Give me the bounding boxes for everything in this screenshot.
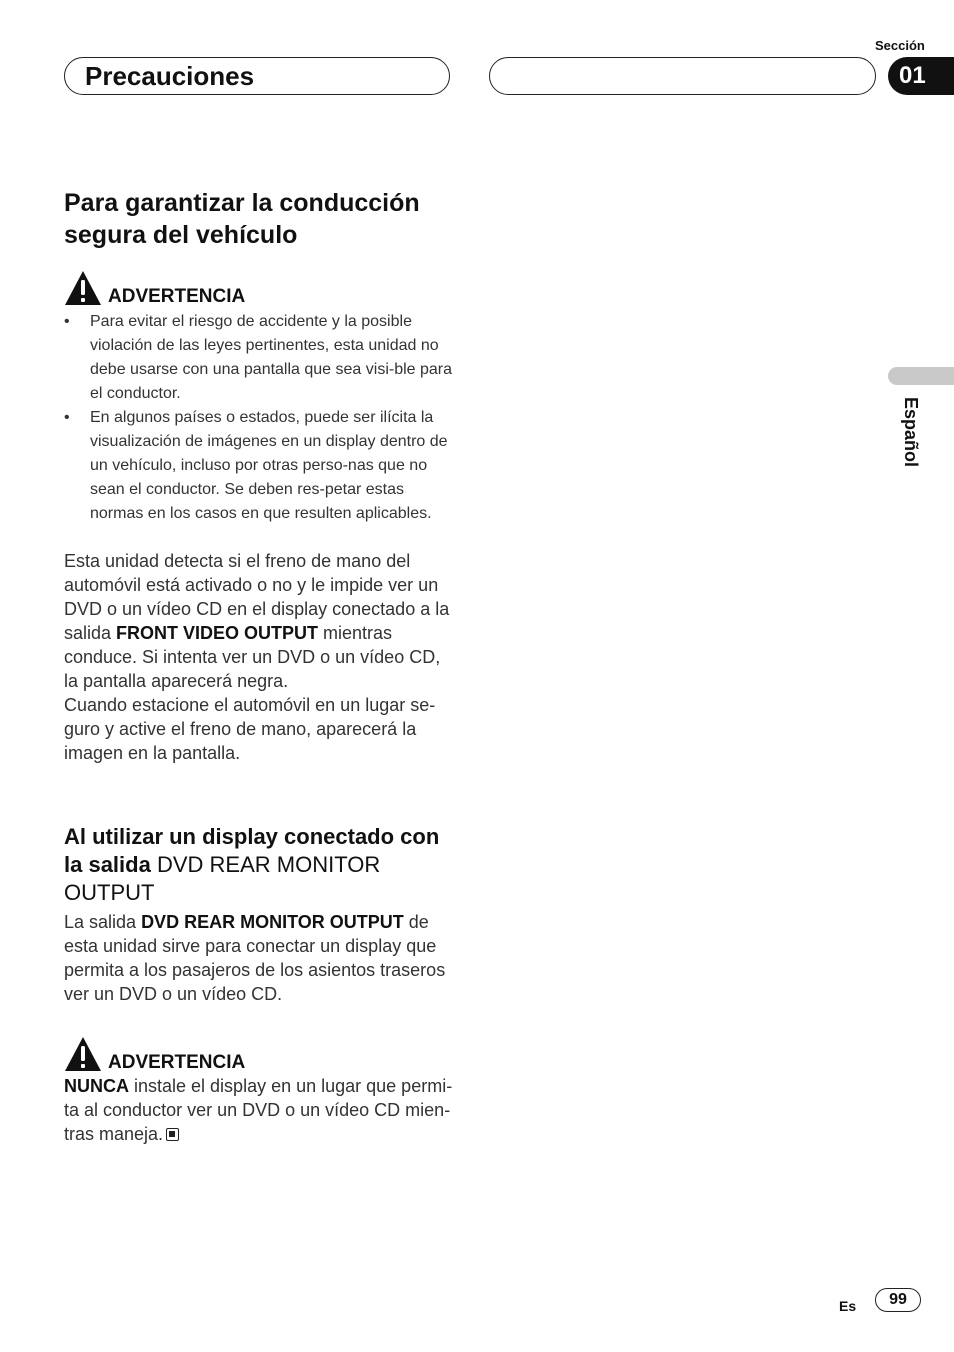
para-bold-term: DVD REAR MONITOR OUTPUT (141, 912, 404, 932)
header-title-pill (64, 57, 450, 95)
section-label: Sección (875, 38, 925, 53)
bullet-dot: • (64, 313, 70, 330)
section-rear-monitor (64, 823, 456, 1146)
bullet-dot: • (64, 409, 70, 426)
section1-heading-line1: Para garantizar la conducción (64, 189, 420, 217)
warning-bold-term: NUNCA (64, 1076, 129, 1096)
language-label: Español (901, 397, 921, 468)
warning-label: ADVERTENCIA (108, 286, 246, 307)
section2-paragraph (64, 910, 456, 1006)
warning-icon (64, 1036, 102, 1072)
para-bold-term: FRONT VIDEO OUTPUT (116, 623, 319, 643)
list-item (64, 310, 456, 406)
warning-bullet-list (64, 310, 456, 526)
page-number: 99 (875, 1288, 921, 1312)
warning-header-2 (64, 1036, 456, 1072)
list-item (64, 406, 456, 526)
language-tab-bar (888, 367, 954, 385)
section1-paragraph-1 (64, 549, 456, 693)
section1-heading (64, 187, 456, 251)
warning-text: instale el display en un lugar que permi-ta al conductor ver un DVD o un vídeo CD mien-tras maneja. (64, 1076, 453, 1144)
page-title: Precauciones (85, 61, 255, 91)
footer-language-code: Es (839, 1298, 857, 1314)
warning-label: ADVERTENCIA (108, 1052, 246, 1073)
section-number-tab: 01 (888, 57, 954, 95)
section2-heading (64, 823, 456, 907)
section2-heading-bold: Al utilizar un display conectado con la salida (64, 824, 440, 877)
section2-heading-term: DVD REAR MONITOR OUTPUT (64, 852, 381, 905)
section2-warning-text (64, 1074, 456, 1146)
section1-paragraph-2: Cuando estacione el automóvil en un lugar se-guro y active el freno de mano, aparecerá la imagen en la pantalla. (64, 695, 436, 763)
end-of-section-icon (166, 1128, 179, 1141)
warning-header-1 (64, 270, 456, 306)
header-empty-pill (489, 57, 876, 95)
section-safe-driving (64, 187, 456, 765)
para-text: mientras conduce. Si intenta ver un DVD o un vídeo CD, la pantalla aparecerá negra. (64, 623, 441, 691)
bullet-text: Para evitar el riesgo de accidente y la posible violación de las leyes pertinentes, esta unidad no debe usarse con una pantalla que sea visi-ble para el conductor. (90, 313, 453, 402)
para-text: de esta unidad sirve para conectar un display que permita a los pasajeros de los asientos traseros ver un DVD o un vídeo CD. (64, 912, 446, 1004)
bullet-text: En algunos países o estados, puede ser ilícita la visualización de imágenes en un display dentro de un vehículo, incluso por otras perso-nas que no sean el conductor. Se deben res-petar estas normas en los casos en que resulten aplicables. (90, 409, 448, 522)
warning-icon (64, 270, 102, 306)
section1-heading-line2: segura del vehículo (64, 221, 298, 249)
para-text: Esta unidad detecta si el freno de mano del automóvil está activado o no y le impide ver un DVD o un vídeo CD en el display conectado a la salida (64, 551, 450, 643)
para-text: La salida (64, 912, 142, 932)
